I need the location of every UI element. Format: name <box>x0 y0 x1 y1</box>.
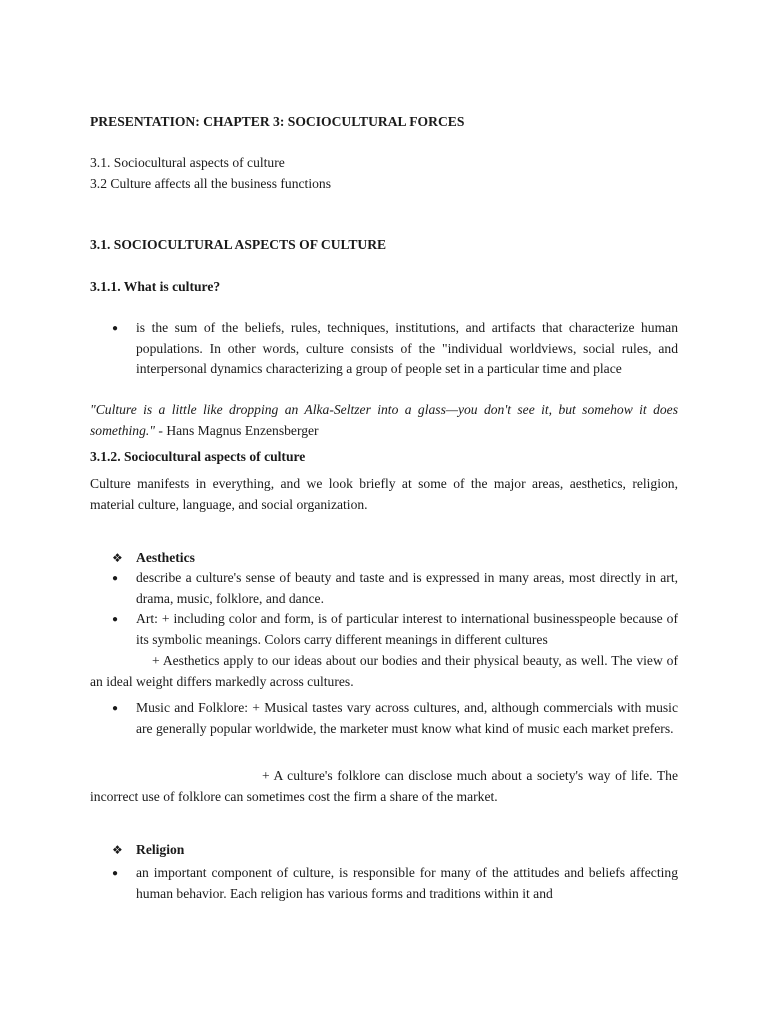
culture-definition-text: is the sum of the beliefs, rules, techniques, institutions, and artifacts that characterize human populations. In other words, culture consists of the "individual worldviews, social rules, and interpersonal dynamics characterizing a group of people set in a particular time and place <box>136 320 678 376</box>
aesthetics-body-paragraph: + Aesthetics apply to our ideas about our bodies and their physical beauty, as well. The view of an ideal weight differs markedly across cultures. <box>90 653 678 689</box>
diamond-bullet-icon: ❖ <box>112 551 123 565</box>
subsection-heading-aspects: 3.1.2. Sociocultural aspects of culture <box>90 449 306 464</box>
aesthetics-bullet-art: Art: + including color and form, is of particular interest to international businesspeople because of its symbolic meanings. Colors carry different meanings in different cultures <box>136 611 678 647</box>
folklore-paragraph: + A culture's folklore can disclose much about a society's way of life. The incorrect use of folklore can sometimes cost the firm a share of the market. <box>90 768 678 804</box>
bullet-icon: ● <box>112 573 119 584</box>
bullet-icon: ● <box>112 323 119 334</box>
religion-heading: Religion <box>136 842 185 857</box>
aesthetics-heading: Aesthetics <box>136 550 195 565</box>
quote-author: - Hans Magnus Enzensberger <box>155 422 319 438</box>
quote-text: "Culture is a little like dropping an Alka-Seltzer into a glass—you don't see it, but somehow it does something." <box>90 402 678 438</box>
religion-bullet-text: an important component of culture, is responsible for many of the attitudes and beliefs affecting human behavior. Each religion has various forms and traditions within it and <box>136 865 678 901</box>
toc-item: 3.1. Sociocultural aspects of culture <box>90 155 285 170</box>
section-heading: 3.1. SOCIOCULTURAL ASPECTS OF CULTURE <box>90 237 387 252</box>
bullet-icon: ● <box>112 868 119 879</box>
intro-paragraph: Culture manifests in everything, and we look briefly at some of the major areas, aesthetics, religion, material culture, language, and social organization. <box>90 476 678 512</box>
bullet-icon: ● <box>112 703 119 714</box>
document-title: PRESENTATION: CHAPTER 3: SOCIOCULTURAL FORCES <box>90 114 465 129</box>
aesthetics-bullet-definition: describe a culture's sense of beauty and taste and is expressed in many areas, most directly in art, drama, music, folklore, and dance. <box>136 570 678 606</box>
toc-item: 3.2 Culture affects all the business functions <box>90 176 331 191</box>
aesthetics-bullet-music: Music and Folklore: + Musical tastes vary across cultures, and, although commercials with music are generally popular worldwide, the marketer must know what kind of music each market prefers. <box>136 700 678 736</box>
quote <box>90 400 678 441</box>
bullet-icon: ● <box>112 614 119 625</box>
diamond-bullet-icon: ❖ <box>112 843 123 857</box>
subsection-heading-what-is-culture: 3.1.1. What is culture? <box>90 279 221 294</box>
